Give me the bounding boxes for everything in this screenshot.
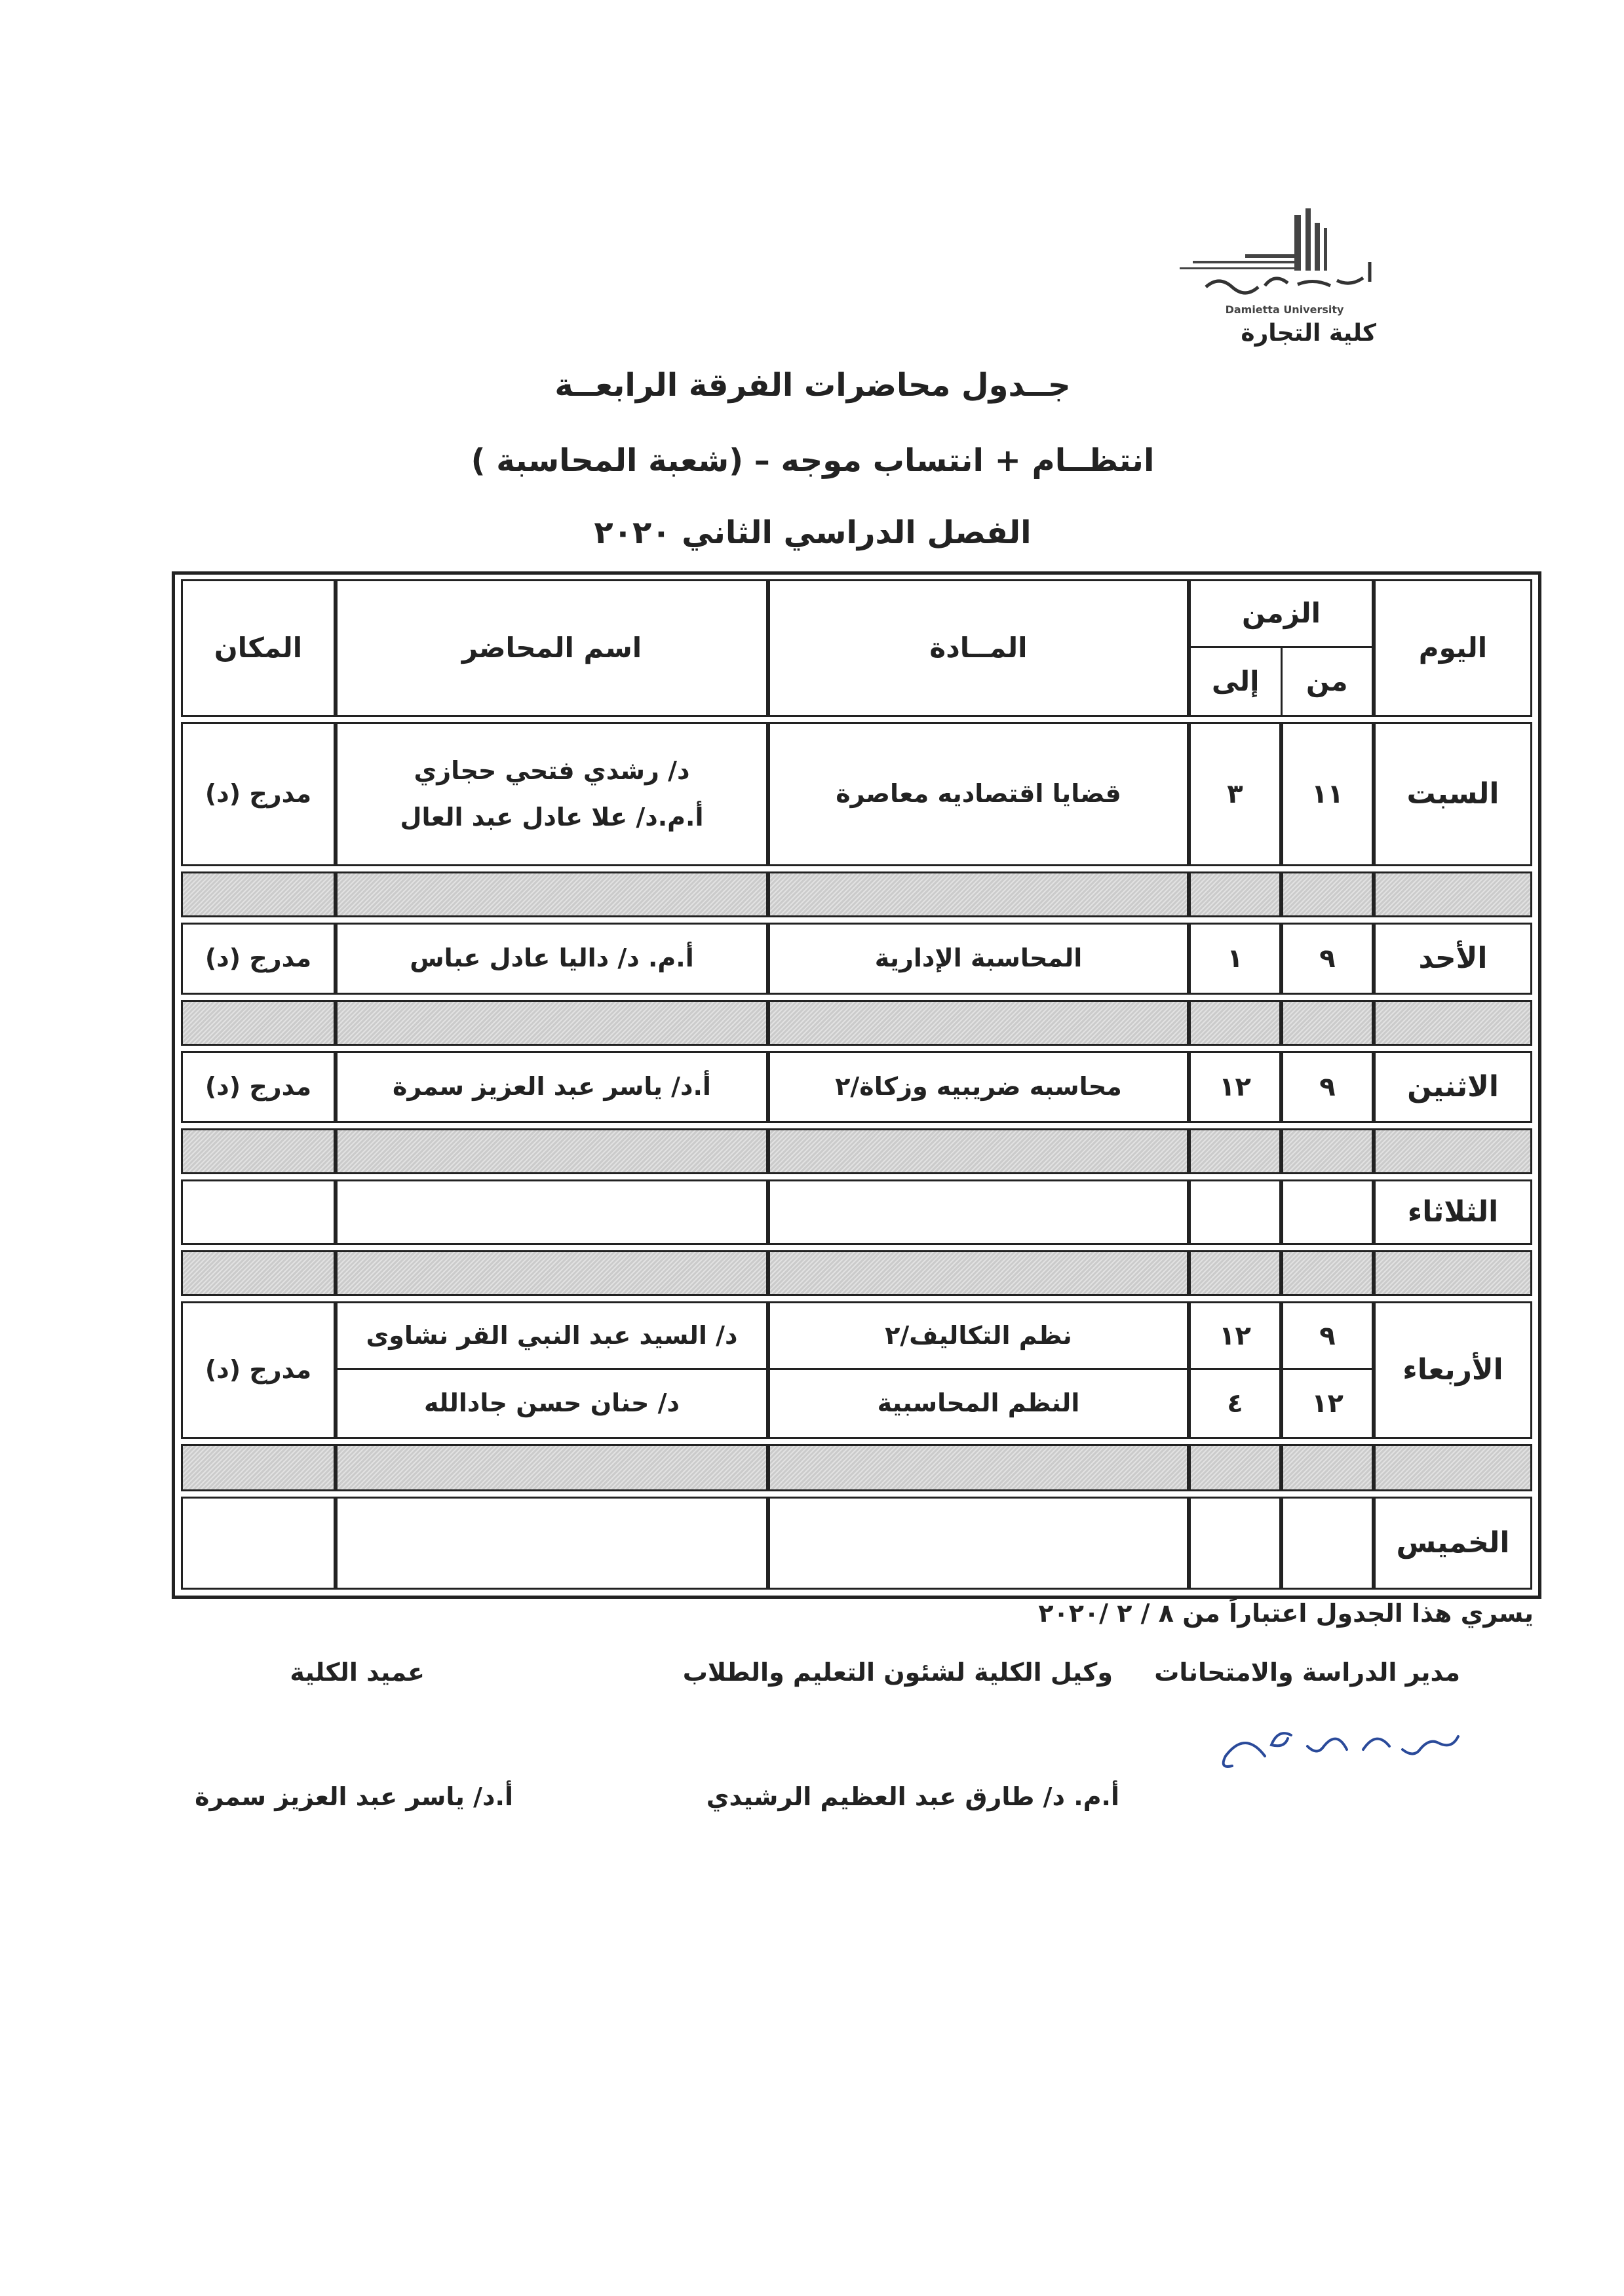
place-cell: مدرج (د) — [181, 722, 336, 866]
separator-row — [1374, 1000, 1532, 1046]
place-cell — [181, 1497, 336, 1590]
time-from — [1281, 1497, 1374, 1590]
lecturer-cell — [336, 722, 768, 866]
header-day: اليوم — [1374, 579, 1532, 717]
signatory-title-dean: عميد الكلية — [290, 1658, 425, 1687]
time-from: ٩ — [1281, 1051, 1374, 1123]
subject-name: النظم المحاسبية — [877, 1388, 1080, 1418]
subject-cell: قضايا اقتصاديه معاصرة — [768, 722, 1189, 866]
lecturer-cell: أ.م. د/ داليا عادل عباس — [336, 923, 768, 995]
lecturer-cell-split — [336, 1301, 768, 1439]
time-from: ٩ — [1281, 923, 1374, 995]
separator-row — [1374, 1444, 1532, 1491]
separator-row — [1281, 871, 1374, 917]
header-lecturer: اسم المحاضر — [336, 579, 768, 717]
header-subject: المــادة — [768, 579, 1189, 717]
lecturer-name: أ.م.د/ علا عادل عبد العال — [400, 803, 704, 832]
dean-name: أ.د/ ياسر عبد العزيز سمرة — [195, 1782, 513, 1811]
signatory-title-vice-dean: وكيل الكلية لشئون التعليم والطلاب — [682, 1658, 1113, 1687]
vice-dean-name: أ.م. د/ طارق عبد العظيم الرشيدي — [706, 1782, 1119, 1811]
header-place: المكان — [181, 579, 336, 717]
lecturer-name: د/ حنان حسن جادالله — [424, 1388, 680, 1418]
separator-row — [1374, 1250, 1532, 1296]
day-thursday: الخميس — [1374, 1497, 1532, 1590]
day-monday: الاثنين — [1374, 1051, 1532, 1123]
schedule-table — [181, 579, 1532, 1590]
logo-caption: Damietta University — [1225, 303, 1344, 316]
separator-row — [768, 1000, 1189, 1046]
day-tuesday: الثلاثاء — [1374, 1179, 1532, 1245]
university-logo — [1167, 208, 1402, 320]
header-to: إلى — [1211, 664, 1260, 697]
time-to: ١٢ — [1189, 1051, 1281, 1123]
separator-row — [1281, 1444, 1374, 1491]
separator-row — [1189, 1444, 1281, 1491]
effective-date-note: يسري هذا الجدول اعتباراً من ٨ / ٢ /٢٠٢٠ — [1038, 1599, 1534, 1628]
lecturer-name: د/ رشدي فتحي حجازي — [414, 756, 690, 785]
lecturer-cell: أ.د/ ياسر عبد العزيز سمرة — [336, 1051, 768, 1123]
separator-row — [768, 871, 1189, 917]
lecturer-cell — [336, 1179, 768, 1245]
separator-row — [1374, 871, 1532, 917]
subject-cell: محاسبه ضريبيه وزكاة/٢ — [768, 1051, 1189, 1123]
place-cell — [181, 1179, 336, 1245]
separator-row — [1281, 1250, 1374, 1296]
schedule-subtitle: انتظــام + انتساب موجه – (شعبة المحاسبة ) — [471, 442, 1155, 479]
separator-row — [336, 1128, 768, 1174]
day-wednesday: الأربعاء — [1374, 1301, 1532, 1439]
separator-row — [336, 1250, 768, 1296]
separator-row — [336, 1000, 768, 1046]
header-from: من — [1305, 664, 1348, 697]
separator-row — [768, 1250, 1189, 1296]
time-to: ٣ — [1189, 722, 1281, 866]
separator-row — [1281, 1000, 1374, 1046]
subject-cell — [768, 1497, 1189, 1590]
place-cell: مدرج (د) — [181, 1051, 336, 1123]
time-to — [1189, 1179, 1281, 1245]
time-to — [1189, 1497, 1281, 1590]
separator-row — [181, 1128, 336, 1174]
separator-row — [181, 1444, 336, 1491]
semester-title: الفصل الدراسي الثاني ٢٠٢٠ — [594, 514, 1032, 551]
separator-row — [1189, 1000, 1281, 1046]
separator-row — [1189, 871, 1281, 917]
place-cell: مدرج (د) — [181, 923, 336, 995]
separator-row — [1189, 1128, 1281, 1174]
faculty-name: كلية التجارة — [1241, 320, 1376, 347]
day-sunday: الأحد — [1374, 923, 1532, 995]
separator-row — [336, 1444, 768, 1491]
header-time — [1189, 579, 1374, 717]
separator-row — [1281, 1128, 1374, 1174]
separator-row — [768, 1444, 1189, 1491]
separator-row — [336, 871, 768, 917]
subject-cell: المحاسبة الإدارية — [768, 923, 1189, 995]
time-from: ٩ — [1319, 1320, 1336, 1351]
time-to: ١ — [1189, 923, 1281, 995]
separator-row — [1189, 1250, 1281, 1296]
time-to-split — [1189, 1301, 1281, 1439]
separator-row — [181, 1000, 336, 1046]
subject-name: نظم التكاليف/٢ — [885, 1320, 1072, 1350]
time-from — [1281, 1179, 1374, 1245]
handwritten-signature — [1199, 1710, 1475, 1782]
separator-row — [768, 1128, 1189, 1174]
time-to: ٤ — [1227, 1388, 1243, 1419]
subject-cell-split — [768, 1301, 1189, 1439]
lecturer-name: د/ السيد عبد النبي القر نشاوى — [366, 1320, 738, 1350]
time-from: ١١ — [1281, 722, 1374, 866]
time-from-split — [1281, 1301, 1374, 1439]
separator-row — [181, 871, 336, 917]
time-from: ١٢ — [1311, 1388, 1344, 1419]
day-saturday: السبت — [1374, 722, 1532, 866]
header-time-label: الزمن — [1241, 597, 1321, 630]
separator-row — [181, 1250, 336, 1296]
signatory-title-studies: مدير الدراسة والامتحانات — [1154, 1658, 1460, 1687]
separator-row — [1374, 1128, 1532, 1174]
subject-cell — [768, 1179, 1189, 1245]
schedule-title: جــدول محاضرات الفرقة الرابعــة — [554, 367, 1071, 404]
lecturer-cell — [336, 1497, 768, 1590]
time-to: ١٢ — [1219, 1320, 1251, 1351]
place-cell: مدرج (د) — [181, 1301, 336, 1439]
